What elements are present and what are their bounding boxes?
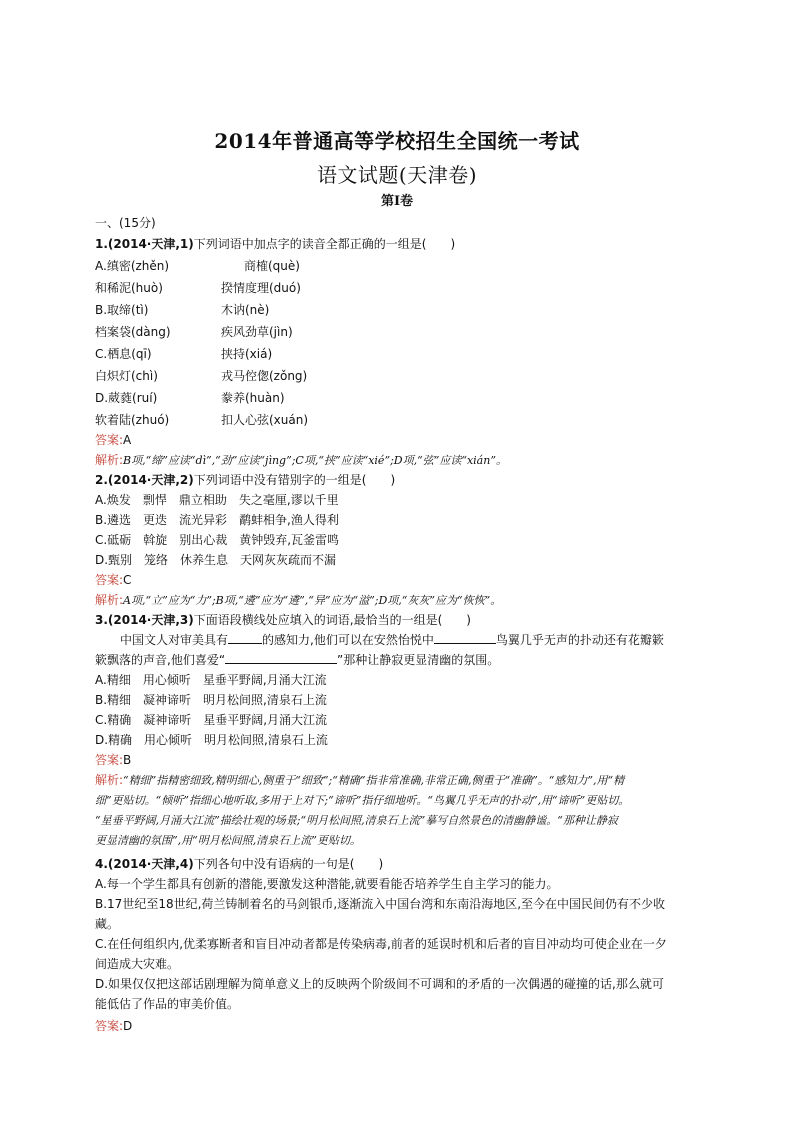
exam-title: 2014年普通高等学校招生全国统一考试: [214, 129, 580, 153]
fill-blank: [434, 631, 496, 644]
q3-analysis-line-2: [95, 791, 629, 810]
answer-label: 答案:: [95, 573, 124, 587]
analysis-text: 细”更贴切。“倾听”指细心地听取,多用于上对下;“谛听”指仔细地听。“鸟翼几乎无声的扑动”,用“谛听”更贴切。: [95, 794, 630, 807]
q1-row-8-right: 扣人心弦(xuán): [221, 413, 309, 427]
question-source: .(2014·天津,2): [103, 473, 194, 487]
passage-text: 的感知力,他们可以在安然怡悦中: [262, 633, 434, 647]
q2-option-d: D.甄别 笼络 休养生息 天网灰灰疏而不漏: [95, 553, 337, 567]
q1-row-3-right: 木讷(nè): [221, 303, 270, 317]
question-text: 下面语段横线处应填入的词语,最恰当的一组是( ): [193, 613, 471, 627]
answer-value: B: [123, 753, 132, 767]
q1-row-8-left: 软着陆(zhuó): [95, 413, 170, 427]
q4-option-a: A.每一个学生都具有创新的潜能,要激发这种潜能,就要看能否培养学生自主学习的能力。: [95, 877, 559, 891]
q1-row-2-left: 和稀泥(huò): [95, 281, 163, 295]
analysis-text: “星垂平野阔,月涌大江流”描绘壮观的场景;“明月松间照,清泉石上流”摹写自然景色的清幽静谧。“那种让静寂: [95, 814, 618, 827]
answer-value: C: [123, 573, 132, 587]
q1-row-5-left: C.栖息(qī): [95, 347, 152, 361]
q1-row-7-left: D.葳蕤(ruí): [95, 391, 158, 405]
q1-row-1-left: A.缜密(zhěn): [95, 259, 170, 273]
passage-text: ”那种让静寂更显清幽的氛围。: [337, 653, 500, 667]
answer-label: 答案:: [95, 1019, 124, 1033]
analysis-label: 解析:: [95, 453, 124, 467]
q2-option-c: C.砥砺 斡旋 别出心裁 黄钟毁弃,瓦釜雷鸣: [95, 533, 340, 547]
q3-option-c: C.精确 凝神谛听 星垂平野阔,月涌大江流: [95, 713, 328, 727]
q3-option-b: B.精细 凝神谛听 明月松间照,清泉石上流: [95, 693, 327, 707]
q4-option-d: D.如果仅仅把这部话剧理解为简单意义上的反映两个阶级间不可调和的矛盾的一次偶遇的碰撞的话,那么就可: [95, 977, 664, 991]
question-number: 3: [95, 613, 104, 627]
q3-passage-line-2: [95, 651, 499, 669]
q1-row-5-right: 挟持(xiá): [221, 347, 273, 361]
analysis-text: A项,“立”应为“力”;B项,“遴”应为“遴”,“异”应为“溢”;D项,“灰灰”应为“恢恢”。: [123, 594, 502, 607]
q2-answer: [95, 571, 131, 589]
question-source: .(2014·天津,3): [103, 613, 194, 627]
q2-option-b: B.遴选 更迭 流光异彩 鹬蚌相争,渔人得利: [95, 513, 339, 527]
q4-option-b: B.17世纪至18世纪,荷兰铸制着名的马剑银币,逐渐流入中国台湾和东南沿海地区,至今在中国民间仍有不少收: [95, 897, 666, 911]
q3-answer: [95, 751, 131, 769]
q1-answer: [95, 431, 131, 449]
volume-heading: 第Ⅰ卷: [380, 194, 414, 209]
question-number: 4: [95, 857, 104, 871]
question-text: 下列词语中加点字的读音全都正确的一组是( ): [193, 237, 456, 251]
passage-text: 中国文人对审美具有: [120, 633, 229, 647]
q3-passage-line-1: [120, 631, 664, 649]
q4-option-c: C.在任何组织内,优柔寡断者和盲目冲动者都是传染病毒,前者的延误时机和后者的盲目冲动均可使企业在一夕: [95, 937, 667, 951]
answer-value: A: [123, 433, 132, 447]
analysis-label: 解析:: [95, 593, 124, 607]
exam-subtitle: 语文试题(天津卷): [316, 163, 478, 187]
q3-analysis-line-1: [95, 771, 624, 790]
question-1-stem: [95, 235, 455, 253]
q4-answer: [95, 1017, 132, 1035]
fill-blank: [228, 631, 262, 644]
question-text: 下列各句中没有语病的一句是( ): [193, 857, 384, 871]
q1-row-4-left: 档案袋(dàng): [95, 325, 171, 339]
section-heading: 一、(15分): [95, 216, 156, 230]
q1-row-4-right: 疾风劲草(jìn): [221, 325, 293, 339]
q3-option-d: D.精确 用心倾听 明月松间照,清泉石上流: [95, 733, 328, 747]
answer-label: 答案:: [95, 433, 124, 447]
question-source: .(2014·天津,4): [103, 857, 194, 871]
q3-analysis-line-4: [95, 831, 361, 850]
answer-value: D: [123, 1019, 133, 1033]
question-text: 下列词语中没有错别字的一组是( ): [193, 473, 396, 487]
analysis-label: 解析:: [95, 773, 124, 787]
question-2-stem: [95, 471, 395, 489]
q1-row-6-left: 白炽灯(chì): [95, 369, 158, 383]
q1-analysis: [95, 451, 507, 470]
q3-analysis-line-3: [95, 811, 618, 830]
q4-option-b-cont: 藏。: [95, 917, 120, 931]
analysis-text: B项,“缔”应读“dì”,“劲”应读“jìng”;C项,“挟”应读“xié”;D项,“弦”应读“xián”。: [123, 454, 507, 467]
question-4-stem: [95, 855, 383, 873]
fill-blank: [225, 651, 337, 664]
q1-row-7-right: 豢养(huàn): [221, 391, 285, 405]
q2-analysis: [95, 591, 501, 610]
answer-label: 答案:: [95, 753, 124, 767]
question-3-stem: [95, 611, 471, 629]
analysis-text: 更显清幽的氛围”,用“明月松间照,清泉石上流”更贴切。: [95, 834, 361, 847]
q4-option-d-cont: 能低估了作品的审美价值。: [95, 997, 240, 1011]
analysis-text: “精细”指精密细致,精明细心,侧重于“细致”;“精确”指非常准确,非常正确,侧重于“准确”。“感知力”,用“精: [123, 774, 625, 787]
q2-option-a: A.焕发 剽悍 鼎立相助 失之毫厘,谬以千里: [95, 493, 339, 507]
question-number: 1: [95, 237, 104, 251]
q3-option-a: A.精细 用心倾听 星垂平野阔,月涌大江流: [95, 673, 327, 687]
q4-option-c-cont: 间造成大灾难。: [95, 957, 180, 971]
question-number: 2: [95, 473, 104, 487]
q1-row-6-right: 戎马倥偬(zǒng): [221, 369, 308, 383]
passage-text: 鸟翼几乎无声的扑动还有花瓣簌: [495, 633, 664, 647]
passage-text: 簌飘落的声音,他们喜爱“: [95, 653, 226, 667]
question-source: .(2014·天津,1): [103, 237, 194, 251]
q1-row-2-right: 揆情度理(duó): [221, 281, 301, 295]
q1-row-3-left: B.取缔(tì): [95, 303, 149, 317]
q1-row-1-right: 商榷(què): [244, 259, 300, 273]
